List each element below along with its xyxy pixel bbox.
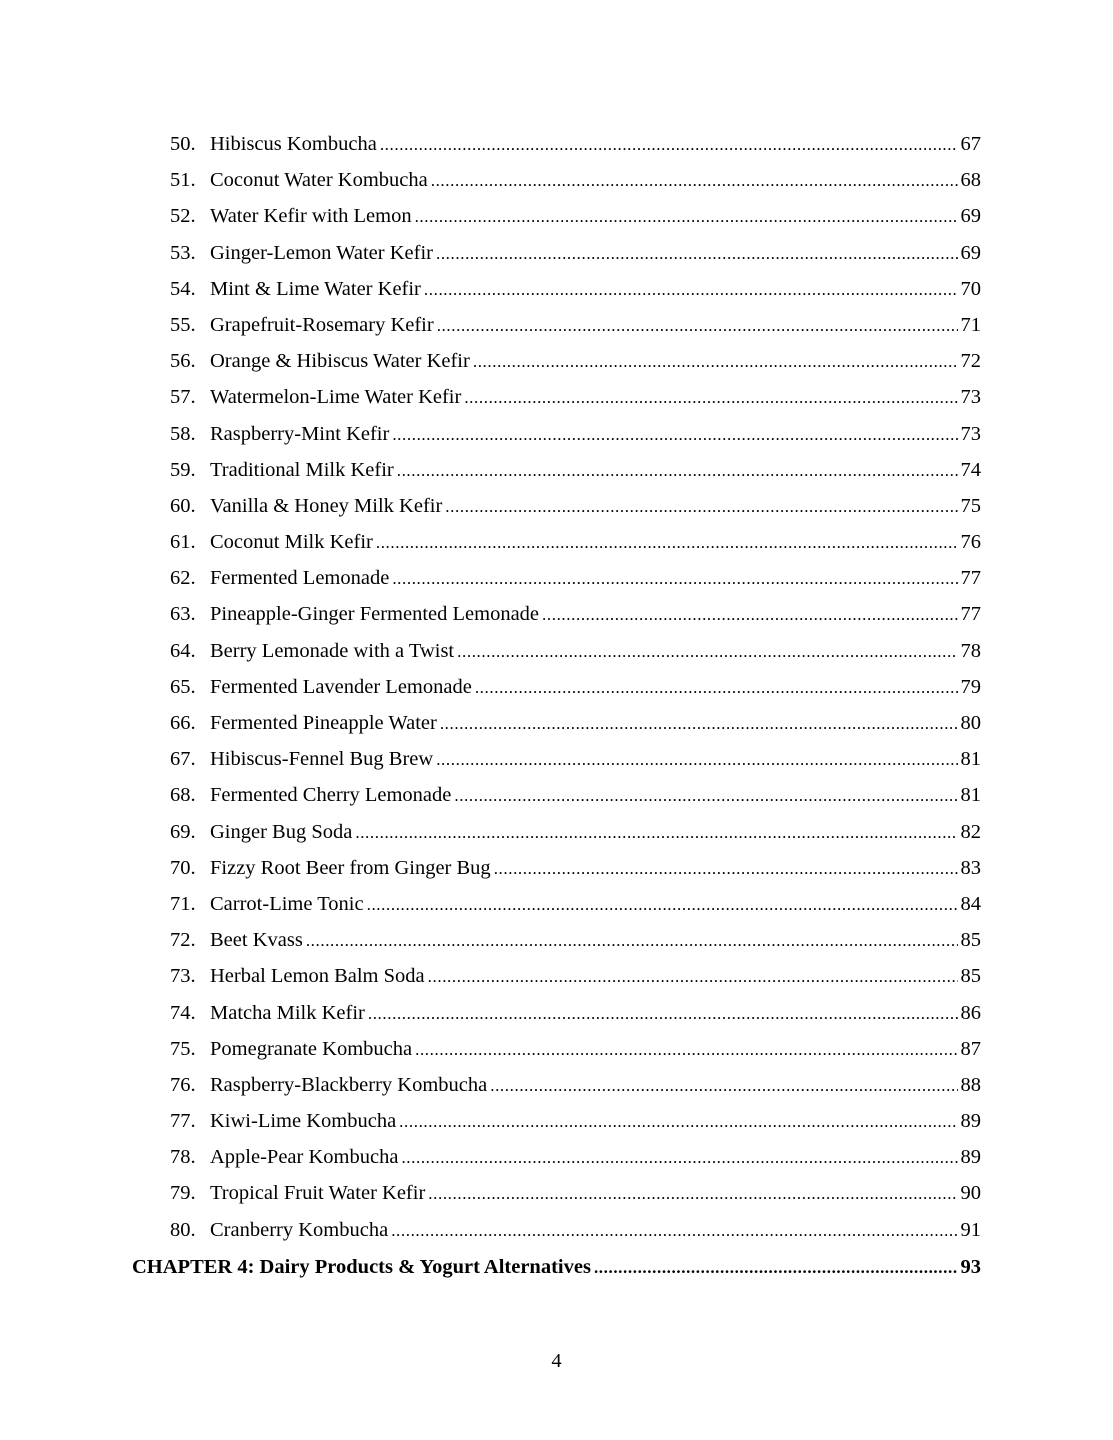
toc-entry-page: 71 bbox=[960, 313, 981, 336]
toc-entry-page: 87 bbox=[960, 1037, 981, 1060]
toc-entry-title: Berry Lemonade with a Twist bbox=[210, 639, 455, 662]
toc-entry[interactable] bbox=[0, 958, 1113, 994]
toc-entry-page: 77 bbox=[960, 567, 981, 590]
toc-entry[interactable] bbox=[0, 416, 1113, 452]
toc-entry-line bbox=[210, 488, 981, 525]
toc-entry[interactable] bbox=[0, 886, 1113, 922]
toc-entry-number: 64. bbox=[170, 639, 196, 662]
toc-entry-title: Raspberry-Blackberry Kombucha bbox=[210, 1073, 488, 1096]
toc-entry[interactable] bbox=[0, 669, 1113, 705]
chapter-heading-line bbox=[132, 1248, 981, 1287]
toc-leader-dots bbox=[397, 453, 958, 489]
toc-entry-line bbox=[210, 1103, 981, 1140]
toc-entry[interactable] bbox=[0, 271, 1113, 307]
toc-leader-dots bbox=[428, 1176, 957, 1212]
toc-entry-page: 89 bbox=[960, 1110, 981, 1133]
toc-entry-line bbox=[210, 162, 981, 199]
toc-leader-dots bbox=[437, 308, 958, 344]
toc-entry[interactable] bbox=[0, 1212, 1113, 1248]
toc-entry[interactable] bbox=[0, 1031, 1113, 1067]
toc-entry-line bbox=[210, 1212, 981, 1249]
toc-entry-title: Beet Kvass bbox=[210, 929, 303, 952]
toc-entry-line bbox=[210, 850, 981, 887]
toc-entry-title: Ginger-Lemon Water Kefir bbox=[210, 241, 433, 264]
toc-entry[interactable] bbox=[0, 995, 1113, 1031]
toc-entry-title: Mint & Lime Water Kefir bbox=[210, 277, 421, 300]
page-number: 4 bbox=[551, 1350, 562, 1372]
toc-entry[interactable] bbox=[0, 379, 1113, 415]
toc-entry-line bbox=[210, 307, 981, 344]
toc-entry-page: 72 bbox=[960, 350, 981, 373]
toc-entry-page: 82 bbox=[960, 820, 981, 843]
toc-entry-line bbox=[210, 126, 981, 163]
toc-entry-page: 68 bbox=[960, 169, 981, 192]
toc-entry-title: Orange & Hibiscus Water Kefir bbox=[210, 350, 470, 373]
toc-entry-line bbox=[210, 741, 981, 778]
toc-entry[interactable] bbox=[0, 560, 1113, 596]
toc-entry-page: 84 bbox=[960, 892, 981, 915]
toc-leader-dots bbox=[436, 742, 957, 778]
toc-entry-title: Kiwi-Lime Kombucha bbox=[210, 1110, 397, 1133]
toc-entry-number: 77. bbox=[170, 1110, 196, 1133]
toc-entry-title: Coconut Milk Kefir bbox=[210, 531, 373, 554]
toc-entry-page: 78 bbox=[960, 639, 981, 662]
toc-leader-dots bbox=[440, 706, 958, 742]
toc-entry-number: 63. bbox=[170, 603, 196, 626]
toc-entry-page: 69 bbox=[960, 205, 981, 228]
toc-leader-dots bbox=[457, 634, 957, 670]
toc-leader-dots bbox=[424, 272, 958, 308]
chapter-leader-dots bbox=[594, 1249, 958, 1287]
toc-entry-number: 75. bbox=[170, 1037, 196, 1060]
toc-entry-number: 56. bbox=[170, 350, 196, 373]
toc-entry-title: Matcha Milk Kefir bbox=[210, 1001, 365, 1024]
toc-entry-line bbox=[210, 995, 981, 1032]
toc-entry-number: 68. bbox=[170, 784, 196, 807]
toc-entry-page: 91 bbox=[960, 1218, 981, 1241]
toc-entry[interactable] bbox=[0, 126, 1113, 162]
toc-entry-title: Pineapple-Ginger Fermented Lemonade bbox=[210, 603, 540, 626]
toc-leader-dots bbox=[494, 851, 958, 887]
toc-entry-page: 81 bbox=[960, 748, 981, 771]
toc-entry-title: Hibiscus Kombucha bbox=[210, 133, 377, 155]
chapter-page: 93 bbox=[960, 1255, 981, 1278]
toc-entry-number: 71. bbox=[170, 892, 196, 915]
toc-entry-number: 60. bbox=[170, 494, 196, 517]
toc-entry-number: 65. bbox=[170, 675, 196, 698]
toc-entry-line bbox=[210, 1031, 981, 1068]
toc-entry-line bbox=[210, 343, 981, 380]
toc-entry-list bbox=[0, 126, 1113, 1248]
toc-leader-dots bbox=[392, 417, 957, 453]
toc-entry-line bbox=[210, 669, 981, 706]
toc-entry-page: 70 bbox=[960, 277, 981, 300]
toc-entry[interactable] bbox=[0, 524, 1113, 560]
toc-entry-line bbox=[210, 271, 981, 308]
toc-entry-title: Cranberry Kombucha bbox=[210, 1218, 389, 1241]
toc-entry-number: 57. bbox=[170, 386, 196, 409]
toc-entry-line bbox=[210, 886, 981, 923]
toc-entry[interactable] bbox=[0, 452, 1113, 488]
toc-entry-number: 62. bbox=[170, 567, 196, 590]
toc-leader-dots bbox=[368, 996, 958, 1032]
toc-leader-dots bbox=[428, 959, 958, 995]
toc-entry-title: Ginger Bug Soda bbox=[210, 820, 353, 843]
toc-entry[interactable] bbox=[0, 633, 1113, 669]
toc-entry[interactable] bbox=[0, 307, 1113, 343]
toc-entry-line bbox=[210, 596, 981, 633]
toc-entry-title: Fermented Cherry Lemonade bbox=[210, 784, 452, 807]
toc-entry[interactable] bbox=[0, 1175, 1113, 1211]
toc-entry-page: 76 bbox=[960, 531, 981, 554]
toc-leader-dots bbox=[306, 923, 958, 959]
toc-entry-page: 79 bbox=[960, 675, 981, 698]
toc-entry-line bbox=[210, 1139, 981, 1176]
toc-entry-line bbox=[210, 1067, 981, 1104]
toc-entry-title: Watermelon-Lime Water Kefir bbox=[210, 386, 462, 409]
toc-entry-page: 80 bbox=[960, 712, 981, 734]
toc-entry-line bbox=[210, 633, 981, 670]
toc-entry-number: 76. bbox=[170, 1073, 196, 1096]
toc-entry-title: Pomegranate Kombucha bbox=[210, 1037, 413, 1060]
toc-entry-number: 58. bbox=[170, 422, 196, 445]
toc-entry-title: Fermented Lavender Lemonade bbox=[210, 675, 472, 698]
toc-entry-number: 61. bbox=[170, 531, 196, 554]
toc-entry-number: 59. bbox=[170, 458, 196, 481]
toc-entry[interactable] bbox=[0, 596, 1113, 632]
toc-entry-number: 50. bbox=[170, 133, 196, 155]
toc-entry-number: 69. bbox=[170, 820, 196, 843]
toc-entry-page: 86 bbox=[960, 1001, 981, 1024]
toc-leader-dots bbox=[399, 1104, 957, 1140]
toc-entry-page: 73 bbox=[960, 386, 981, 409]
toc-entry-line bbox=[210, 235, 981, 272]
toc-entry-line bbox=[210, 1175, 981, 1212]
toc-leader-dots bbox=[376, 525, 958, 561]
toc-entry-number: 51. bbox=[170, 169, 196, 192]
toc-entry-line bbox=[210, 705, 981, 742]
toc-entry-page: 81 bbox=[960, 784, 981, 807]
toc-entry-page: 74 bbox=[960, 458, 981, 481]
toc-entry-line bbox=[210, 958, 981, 995]
toc-entry-line bbox=[210, 777, 981, 814]
toc-entry-number: 72. bbox=[170, 929, 196, 952]
toc-entry[interactable] bbox=[0, 814, 1113, 850]
toc-entry-title: Raspberry-Mint Kefir bbox=[210, 422, 390, 445]
toc-entry[interactable] bbox=[0, 922, 1113, 958]
toc-entry[interactable] bbox=[0, 850, 1113, 886]
toc-entry[interactable] bbox=[0, 741, 1113, 777]
toc-entry-page: 75 bbox=[960, 494, 981, 517]
toc-entry-number: 55. bbox=[170, 313, 196, 336]
toc-entry-title: Herbal Lemon Balm Soda bbox=[210, 965, 425, 988]
toc-entry-page: 77 bbox=[960, 603, 981, 626]
toc-entry-line bbox=[210, 524, 981, 561]
toc-leader-dots bbox=[490, 1068, 957, 1104]
toc-entry-line bbox=[210, 922, 981, 959]
toc-entry-page: 67 bbox=[960, 133, 981, 155]
toc-entry-title: Fermented Pineapple Water bbox=[210, 712, 437, 734]
toc-entry-title: Apple-Pear Kombucha bbox=[210, 1146, 399, 1169]
toc-entry-line bbox=[210, 198, 981, 235]
toc-entry-title: Water Kefir with Lemon bbox=[210, 205, 412, 228]
toc-entry-page: 88 bbox=[960, 1073, 981, 1096]
toc-entry-title: Hibiscus-Fennel Bug Brew bbox=[210, 748, 434, 771]
toc-entry-title: Traditional Milk Kefir bbox=[210, 458, 394, 481]
toc-leader-dots bbox=[392, 561, 957, 597]
toc-entry-number: 78. bbox=[170, 1146, 196, 1169]
toc-entry-page: 85 bbox=[960, 965, 981, 988]
toc-entry-title: Grapefruit-Rosemary Kefir bbox=[210, 313, 434, 336]
toc-entry-number: 67. bbox=[170, 748, 196, 771]
table-of-contents bbox=[0, 126, 1113, 1286]
toc-entry-page: 85 bbox=[960, 929, 981, 952]
toc-entry-page: 73 bbox=[960, 422, 981, 445]
toc-leader-dots bbox=[391, 1213, 957, 1249]
toc-leader-dots bbox=[401, 1140, 957, 1176]
toc-entry-title: Fermented Lemonade bbox=[210, 567, 390, 590]
toc-entry-page: 90 bbox=[960, 1182, 981, 1205]
toc-entry-line bbox=[210, 814, 981, 851]
toc-entry-title: Tropical Fruit Water Kefir bbox=[210, 1182, 426, 1205]
toc-entry[interactable] bbox=[0, 1139, 1113, 1175]
toc-leader-dots bbox=[473, 344, 958, 380]
toc-entry-number: 74. bbox=[170, 1001, 196, 1024]
chapter-heading-row[interactable] bbox=[0, 1248, 1113, 1286]
toc-entry[interactable] bbox=[0, 343, 1113, 379]
toc-entry-title: Fizzy Root Beer from Ginger Bug bbox=[210, 856, 491, 879]
toc-entry-title: Carrot-Lime Tonic bbox=[210, 892, 364, 915]
toc-leader-dots bbox=[415, 199, 958, 235]
toc-leader-dots bbox=[542, 597, 957, 633]
toc-leader-dots bbox=[475, 670, 958, 706]
toc-entry-line bbox=[210, 416, 981, 453]
toc-entry-title: Vanilla & Honey Milk Kefir bbox=[210, 494, 443, 517]
toc-leader-dots bbox=[355, 815, 957, 851]
toc-entry[interactable] bbox=[0, 1103, 1113, 1139]
toc-leader-dots bbox=[415, 1032, 957, 1068]
toc-entry[interactable] bbox=[0, 777, 1113, 813]
toc-entry[interactable] bbox=[0, 705, 1113, 741]
toc-leader-dots bbox=[454, 778, 957, 814]
toc-entry-page: 89 bbox=[960, 1146, 981, 1169]
toc-entry[interactable] bbox=[0, 162, 1113, 198]
toc-entry-number: 54. bbox=[170, 277, 196, 300]
toc-entry-page: 83 bbox=[960, 856, 981, 879]
toc-leader-dots bbox=[464, 380, 957, 416]
toc-entry[interactable] bbox=[0, 198, 1113, 234]
toc-entry-title: Coconut Water Kombucha bbox=[210, 169, 428, 192]
chapter-title: CHAPTER 4: Dairy Products & Yogurt Alternatives bbox=[132, 1255, 591, 1278]
toc-entry[interactable] bbox=[0, 488, 1113, 524]
toc-entry-line bbox=[210, 560, 981, 597]
toc-entry-number: 66. bbox=[170, 712, 196, 734]
toc-entry-number: 73. bbox=[170, 965, 196, 988]
toc-leader-dots bbox=[431, 163, 958, 199]
toc-leader-dots bbox=[380, 127, 958, 163]
toc-entry-number: 79. bbox=[170, 1182, 196, 1205]
toc-leader-dots bbox=[367, 887, 958, 923]
toc-entry-number: 70. bbox=[170, 856, 196, 879]
toc-entry-number: 80. bbox=[170, 1218, 196, 1241]
toc-entry[interactable] bbox=[0, 235, 1113, 271]
toc-leader-dots bbox=[445, 489, 957, 525]
toc-entry-number: 52. bbox=[170, 205, 196, 228]
toc-entry[interactable] bbox=[0, 1067, 1113, 1103]
toc-entry-number: 53. bbox=[170, 241, 196, 264]
toc-entry-page: 69 bbox=[960, 241, 981, 264]
toc-entry-line bbox=[210, 452, 981, 489]
toc-entry-line bbox=[210, 379, 981, 416]
toc-leader-dots bbox=[436, 236, 958, 272]
